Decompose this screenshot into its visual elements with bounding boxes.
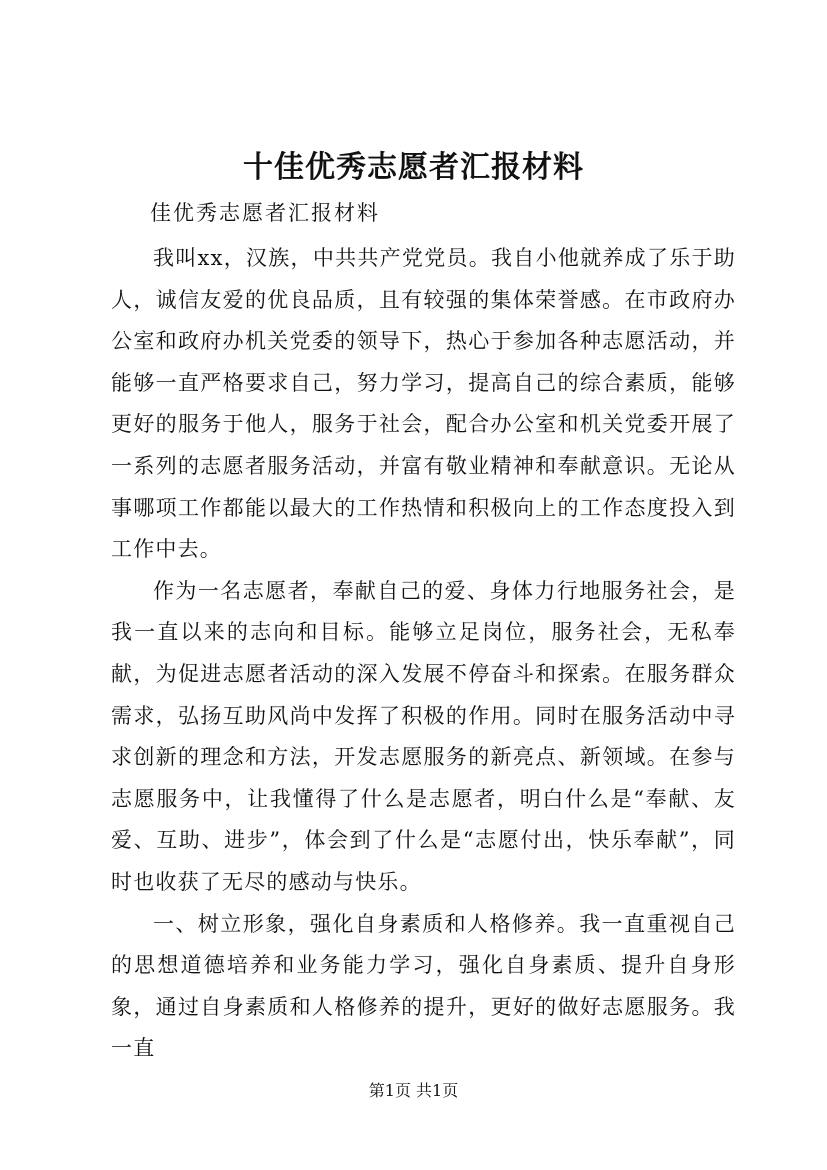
- paragraph-section-one: 一、树立形象，强化自身素质和人格修养。我一直重视自己的思想道德培养和业务能力学习，强化自身素质、提升自身形象，通过自身素质和人格修养的提升，更好的做好志愿服务。我一直: [111, 911, 736, 1061]
- document-body: [111, 238, 736, 1070]
- paragraph-intro: 我叫xx，汉族，中共共产党党员。我自小他就养成了乐于助人，诚信友爱的优良品质，且有较强的集体荣誉感。在市政府办公室和政府办机关党委的领导下，热心于参加各种志愿活动，并能够一直严格要求自己，努力学习，提高自己的综合素质，能够更好的服务于他人，服务于社会，配合办公室和机关党委开展了一系列的志愿者服务活动，并富有敬业精神和奉献意识。无论从事哪项工作都能以最大的工作热情和积极向上的工作态度投入到工作中去。: [111, 246, 736, 562]
- document-title: 十佳优秀志愿者汇报材料: [243, 150, 584, 185]
- paragraph-volunteer: 作为一名志愿者，奉献自己的爱、身体力行地服务社会，是我一直以来的志向和目标。能够立足岗位，服务社会，无私奉献，为促进志愿者活动的深入发展不停奋斗和探索。在服务群众需求，弘扬互助风尚中发挥了积极的作用。同时在服务活动中寻求创新的理念和方法，开发志愿服务的新亮点、新领域。在参与志愿服务中，让我懂得了什么是志愿者，明白什么是“奉献、友爱、互助、进步”，体会到了什么是“志愿付出，快乐奉献”，同时也收获了无尽的感动与快乐。: [111, 578, 736, 894]
- page-footer: 第1页 共1页: [368, 1081, 459, 1100]
- document-subtitle: 佳优秀志愿者汇报材料: [150, 201, 380, 225]
